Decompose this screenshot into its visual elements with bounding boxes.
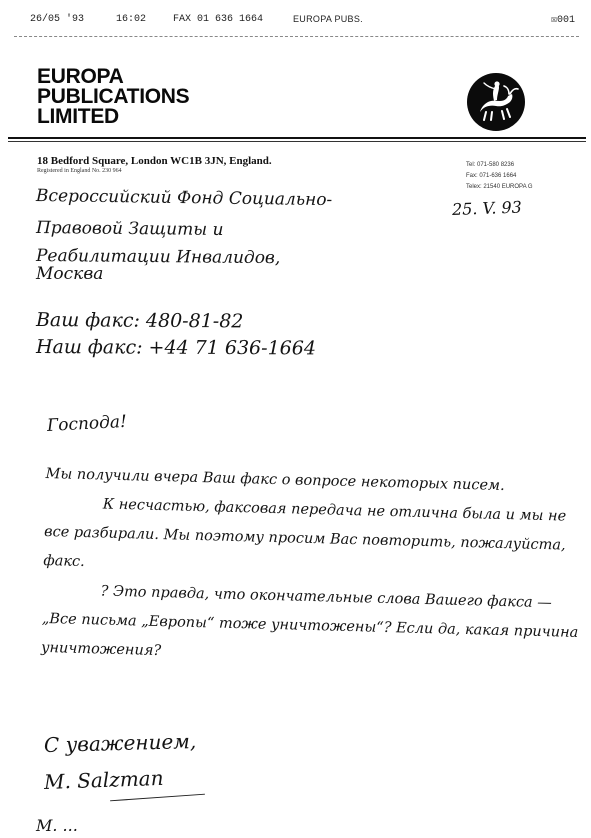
company-name: [37, 67, 189, 127]
fax-page-number: ☒001: [550, 15, 575, 26]
contact-fax: Fax: 071-636 1664: [466, 173, 517, 179]
fax-time: 16:02: [116, 14, 147, 25]
europa-bull-logo-icon: [466, 72, 526, 132]
company-address: 18 Bedford Square, London WC1B 3JN, England.: [37, 155, 272, 167]
sender-fax-number: Наш факс: +44 71 636-1664: [35, 336, 317, 360]
letterhead-rule-thin: [8, 141, 586, 142]
company-contacts: [466, 160, 533, 193]
company-name-line-2: PUBLICATIONS: [37, 85, 190, 108]
letter-paragraph-1: Мы получили вчера Ваш факс о вопросе некоторых писем.: [45, 465, 505, 495]
fax-transmission-header: [30, 14, 575, 32]
recipient-line-3: Реабилитации Инвалидов,: [35, 246, 281, 269]
recipient-line-2: Правовой Защиты и: [35, 218, 224, 240]
company-name-line-3: LIMITED: [37, 105, 119, 128]
recipient-line-1: Всероссийский Фонд Социально-: [35, 186, 333, 211]
letter-paragraph-3: ? Это правда, что окончательные слова Вашего факса — „Все письма „Европы“ тоже уничтожены“? Если да, какая причина уничтожения?: [40, 583, 579, 660]
letterhead-rule: [8, 137, 586, 139]
fax-date: 26/05 '93: [30, 14, 85, 25]
registration-note: Registered in England No. 230 964: [37, 168, 122, 174]
contact-telephone: Tel: 071-580 8236: [466, 162, 515, 168]
handwritten-signature: М. Salzman: [43, 765, 164, 794]
fax-header-divider: [14, 36, 579, 37]
letter-body: [41, 460, 586, 677]
letter-paragraph-2: К несчастью, факсовая передача не отлична была и мы не все разбирали. Мы поэтому просим Вас повторить, пожалуйста, факс.: [43, 496, 567, 571]
signature-underline: [110, 794, 205, 802]
letter-greeting: Господа!: [46, 411, 128, 436]
contact-telex: Telex: 21540 EUROPA G: [466, 184, 533, 190]
company-name-line-1: EUROPA: [37, 65, 124, 88]
fax-sender: EUROPA PUBS.: [293, 14, 363, 24]
letter-date: 25. V. 93: [451, 197, 523, 219]
recipient-line-4: Москва: [36, 264, 104, 284]
recipient-fax-number: Ваш факс: 480-81-82: [35, 309, 244, 333]
trailing-handwriting: М. ...: [36, 816, 78, 835]
letter-closing: С уважением,: [43, 729, 197, 757]
fax-number: FAX 01 636 1664: [173, 14, 264, 25]
